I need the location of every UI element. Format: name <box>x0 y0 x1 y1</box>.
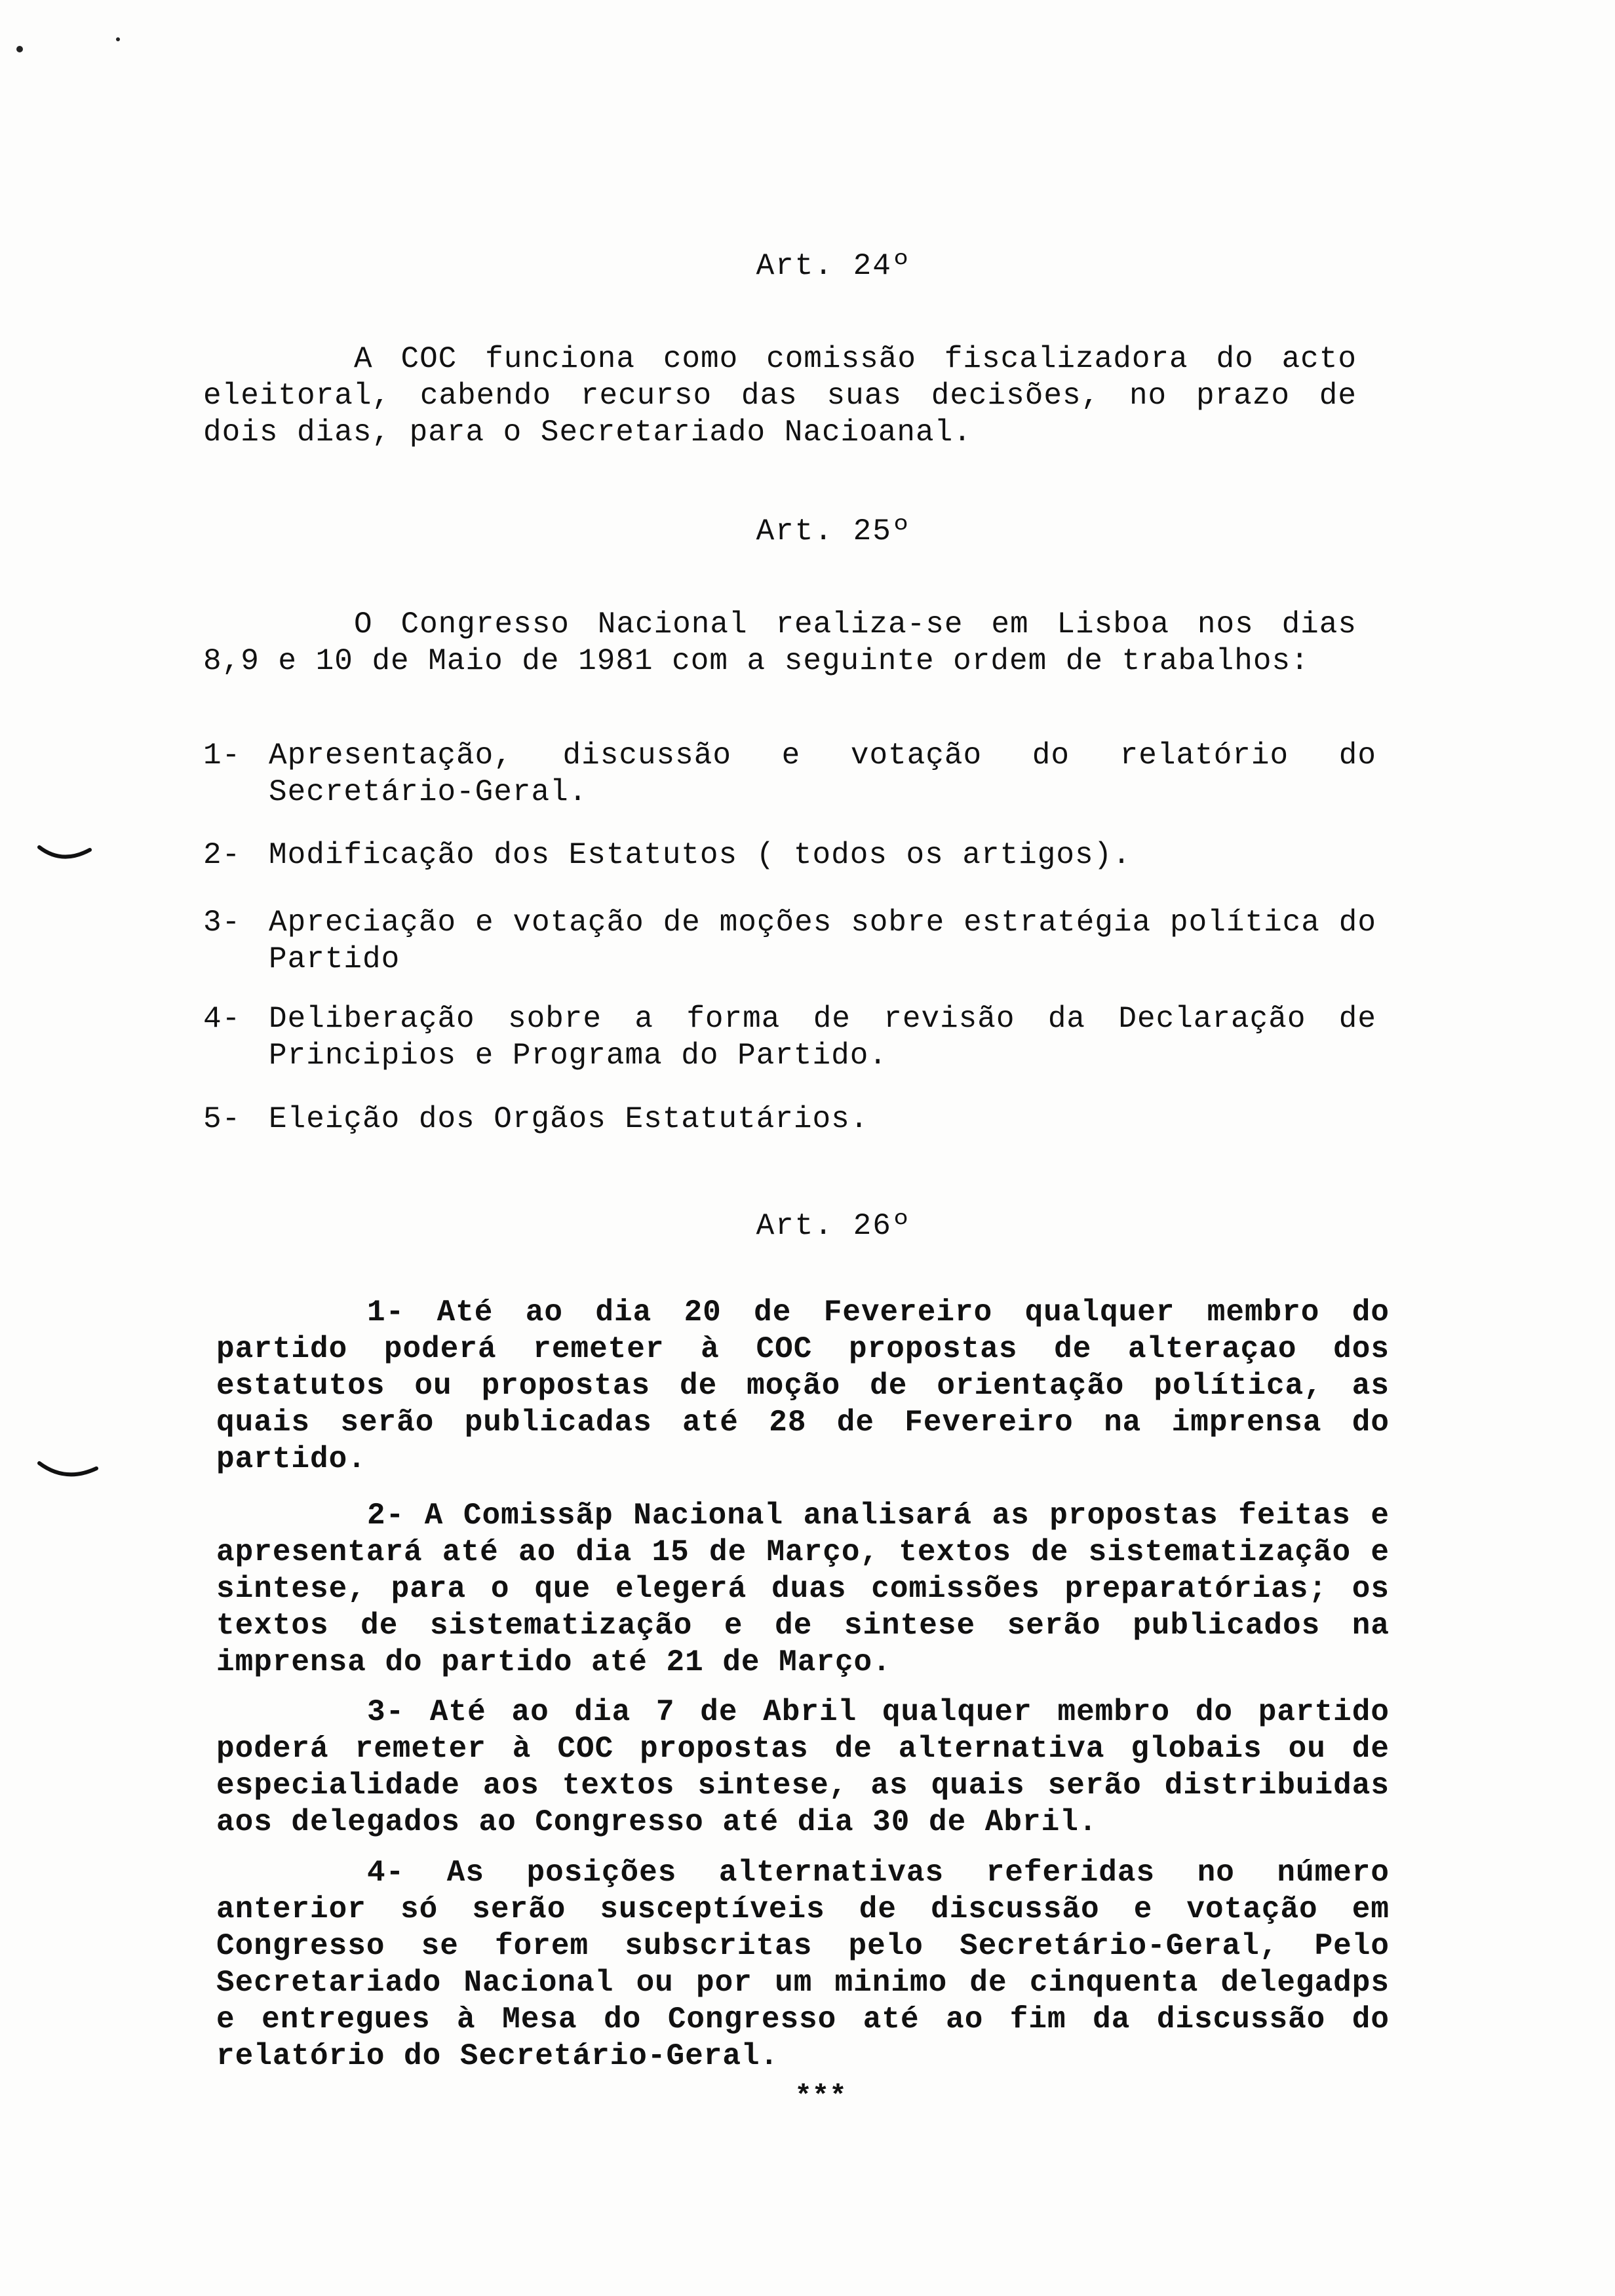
article-26-paragraph-4: 4- As posições alternativas referidas no número anterior só serão susceptíveis de discussão e votação em Congresso se forem subscritas pelo Secretário-Geral, Pelo Secretariado Nacional ou por um minimo de cinquenta delegadps e entregues à Mesa do Congresso até ao fim da discussão do relatório do Secretário-Geral. <box>216 1856 1390 2073</box>
agenda-item-1 <box>203 737 1376 811</box>
agenda-item-text: Apreciação e votação de moções sobre estratégia política do Partido <box>269 906 1376 976</box>
agenda-item-text: Deliberação sobre a forma de revisão da Declaração de Principios e Programa do Partido. <box>269 1002 1376 1073</box>
agenda-item-4 <box>203 1001 1376 1074</box>
agenda-item-number: 2- <box>203 838 241 872</box>
agenda-item-text: Modificação dos Estatutos ( todos os artigos). <box>269 838 1131 872</box>
article-26-heading: Art. 26º <box>756 1209 912 1243</box>
margin-check-mark <box>36 1458 102 1484</box>
article-25-text: O Congresso Nacional realiza-se em Lisboa nos dias 8,9 e 10 de Maio de 1981 com a seguinte ordem de trabalhos: <box>203 607 1357 678</box>
agenda-item-text: Apresentação, discussão e votação do relatório do Secretário-Geral. <box>269 738 1376 809</box>
margin-check-mark <box>36 842 95 868</box>
agenda-item-number: 1- <box>203 738 241 773</box>
article-24-heading: Art. 24º <box>756 249 912 283</box>
agenda-item-number: 4- <box>203 1002 241 1036</box>
article-24-text: A COC funciona como comissão fiscalizadora do acto eleitoral, cabendo recurso das suas decisões, no prazo de dois dias, para o Secretariado Nacioanal. <box>203 342 1357 450</box>
scan-speck-marks <box>7 13 138 66</box>
agenda-item-3 <box>203 904 1376 978</box>
agenda-item-number: 5- <box>203 1102 241 1136</box>
article-26-paragraph-3: 3- Até ao dia 7 de Abril qualquer membro do partido poderá remeter à COC propostas de alternativa globais ou de especialidade aos textos sintese, as quais serão distribuidas aos delegados ao Congresso até dia 30 de Abril. <box>216 1695 1390 1839</box>
agenda-item-text: Eleição dos Orgãos Estatutários. <box>269 1102 869 1136</box>
agenda-item-2 <box>203 837 1376 873</box>
article-26-paragraph-2: 2- A Comissãp Nacional analisará as propostas feitas e apresentará até ao dia 15 de Março, textos de sistematização e sintese, para o que elegerá duas comissões preparatórias; os textos de sistematização e de sintese serão publicados na imprensa do partido até 21 de Março. <box>216 1499 1390 1679</box>
agenda-item-5 <box>203 1101 1376 1138</box>
article-26-paragraph-1: 1- Até ao dia 20 de Fevereiro qualquer membro do partido poderá remeter à COC propostas de alteraçao dos estatutos ou propostas de moção de orientação política, as quais serão publicadas até 28 de Fevereiro na imprensa do partido. <box>216 1295 1390 1476</box>
agenda-item-number: 3- <box>203 906 241 940</box>
end-of-section-mark: *** <box>794 2080 847 2113</box>
article-25-heading: Art. 25º <box>756 514 912 548</box>
